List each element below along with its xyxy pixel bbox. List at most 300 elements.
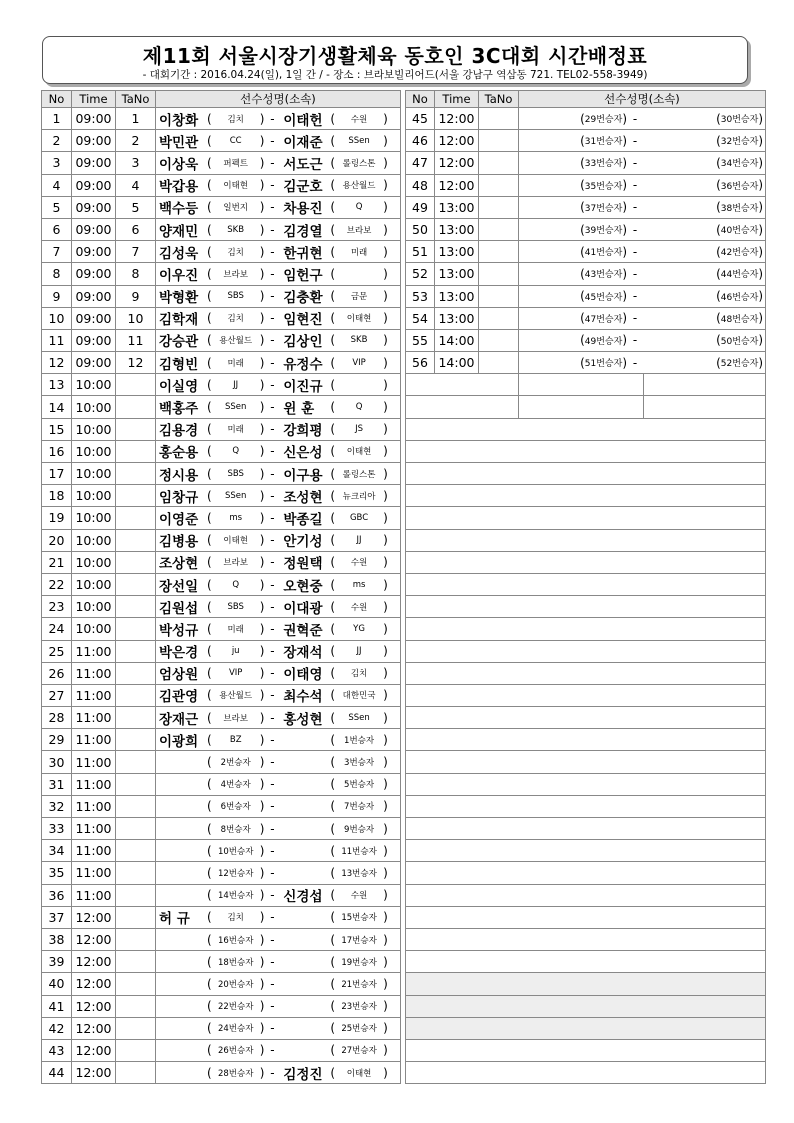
match-time: 14:00 (435, 329, 479, 351)
paren-open: ( (330, 843, 336, 858)
paren-open: ( (330, 644, 336, 659)
table-number (479, 307, 519, 329)
player-pair (519, 197, 765, 218)
paren-open: ( (207, 644, 212, 659)
right-slot (643, 223, 763, 237)
match-players (519, 307, 766, 329)
player2-name: 신경섭 (283, 889, 323, 906)
table-row (406, 352, 766, 374)
paren-close: ) (259, 533, 265, 548)
schedule-table-left (41, 90, 401, 1084)
paren-open: ( (207, 1065, 212, 1080)
empty-row (406, 862, 766, 884)
table-number: 12 (116, 352, 156, 374)
match-players (519, 108, 766, 130)
match-number: 3 (42, 152, 72, 174)
player2-name: 오현중 (283, 578, 323, 595)
paren-close: ) (259, 843, 265, 858)
paren-close: ) (383, 222, 388, 237)
empty-cell (406, 862, 766, 884)
empty-row (406, 1017, 766, 1039)
versus-dash: - (270, 289, 275, 304)
table-row (42, 529, 401, 551)
paren-close: ) (259, 710, 265, 725)
player2-club: Q (355, 202, 363, 213)
paren-close: ) (383, 488, 388, 503)
player1-club: 일번지 (223, 203, 248, 214)
paren-close: ) (383, 999, 388, 1014)
right-winner: 38번승자 (720, 203, 759, 214)
match-players (519, 152, 766, 174)
match-number: 48 (406, 174, 435, 196)
match-time: 10:00 (72, 573, 116, 595)
table-row (406, 130, 766, 152)
paren-open: ( (207, 666, 212, 681)
match-number: 39 (42, 951, 72, 973)
paren-close: ) (758, 200, 763, 215)
match-players (156, 352, 401, 374)
match-time: 09:00 (72, 352, 116, 374)
paren-close: ) (758, 244, 763, 259)
player2-club: 27번승자 (341, 1046, 377, 1057)
match-number: 21 (42, 551, 72, 573)
paren-open: ( (207, 910, 212, 925)
table-number: 5 (116, 196, 156, 218)
versus-dash: - (270, 799, 275, 814)
table-row (42, 840, 401, 862)
versus-dash: - (270, 843, 275, 858)
match-number: 17 (42, 463, 72, 485)
player-pair (156, 796, 400, 817)
player-pair (156, 885, 400, 906)
match-number: 32 (42, 795, 72, 817)
paren-close: ) (383, 577, 388, 592)
table-number (116, 973, 156, 995)
table-number (479, 352, 519, 374)
player2-name: 정원택 (283, 556, 323, 573)
versus-dash: - (270, 666, 275, 681)
empty-row (406, 795, 766, 817)
table-row (42, 618, 401, 640)
table-number (116, 729, 156, 751)
match-number: 15 (42, 418, 72, 440)
right-slot (643, 356, 763, 370)
player2-club: SSen (348, 135, 370, 146)
versus-dash: - (270, 954, 275, 969)
table-row (42, 485, 401, 507)
empty-row (406, 1039, 766, 1061)
paren-open: ( (207, 155, 212, 170)
left-winner: 39번승자 (584, 226, 623, 237)
match-number: 37 (42, 906, 72, 928)
paren-close: ) (383, 400, 388, 415)
table-row (406, 152, 766, 174)
table-number (116, 418, 156, 440)
empty-row (406, 1062, 766, 1084)
left-slot (519, 112, 643, 126)
header-no: No (42, 91, 72, 108)
paren-open: ( (207, 1043, 212, 1058)
match-number: 38 (42, 928, 72, 950)
player2-name: 김상인 (283, 334, 323, 351)
paren-open: ( (330, 799, 336, 814)
empty-cell (519, 374, 766, 396)
header-no: No (406, 91, 435, 108)
match-number: 35 (42, 862, 72, 884)
table-row (42, 973, 401, 995)
player-pair (156, 263, 400, 284)
player1-club: 18번승자 (217, 957, 254, 968)
paren-open: ( (330, 1043, 336, 1058)
player1-club: 14번승자 (217, 891, 254, 902)
left-winner: 37번승자 (584, 203, 623, 214)
table-row (42, 1062, 401, 1084)
match-number: 49 (406, 196, 435, 218)
left-slot (519, 356, 643, 370)
player1-name: 이창화 (159, 112, 199, 129)
paren-close: ) (259, 333, 265, 348)
empty-cell (406, 773, 766, 795)
player2-name: 강희평 (283, 423, 323, 440)
versus-dash: - (632, 133, 638, 148)
paren-close: ) (622, 200, 627, 215)
paren-open: ( (716, 133, 721, 148)
paren-open: ( (207, 865, 212, 880)
right-slot (643, 112, 763, 126)
versus-dash: - (270, 533, 275, 548)
paren-open: ( (330, 865, 336, 880)
table-number (116, 707, 156, 729)
match-players (156, 884, 401, 906)
match-players (519, 218, 766, 240)
paren-close: ) (259, 599, 265, 614)
paren-close: ) (383, 111, 388, 126)
paren-close: ) (758, 311, 763, 326)
table-number (116, 951, 156, 973)
paren-open: ( (207, 755, 212, 770)
right-slot (643, 134, 763, 148)
left-winner: 29번승자 (584, 115, 623, 126)
paren-close: ) (259, 888, 265, 903)
match-time: 10:00 (72, 507, 116, 529)
versus-dash: - (270, 422, 275, 437)
paren-close: ) (383, 644, 388, 659)
player2-name: 이구용 (283, 467, 323, 484)
left-winner: 43번승자 (584, 270, 623, 281)
paren-close: ) (259, 488, 265, 503)
right-winner: 52번승자 (720, 359, 759, 370)
empty-cell (406, 1017, 766, 1039)
match-time: 13:00 (435, 285, 479, 307)
match-players (156, 995, 401, 1017)
player-pair (156, 818, 400, 839)
table-row (42, 374, 401, 396)
paren-close: ) (383, 444, 388, 459)
table-number (116, 795, 156, 817)
player-pair (156, 507, 400, 528)
table-row (42, 329, 401, 351)
player-pair (156, 530, 400, 551)
match-number: 33 (42, 818, 72, 840)
empty-row (406, 596, 766, 618)
match-players (156, 773, 401, 795)
paren-close: ) (758, 133, 763, 148)
table-row (42, 951, 401, 973)
match-number: 40 (42, 973, 72, 995)
player-pair (156, 996, 400, 1017)
paren-close: ) (259, 266, 265, 281)
match-players (156, 507, 401, 529)
empty-row (406, 573, 766, 595)
table-number (116, 751, 156, 773)
left-slot (519, 200, 643, 214)
paren-open: ( (207, 133, 212, 148)
paren-open: ( (207, 244, 212, 259)
paren-close: ) (259, 644, 265, 659)
match-players (519, 352, 766, 374)
player2-club: 3번승자 (344, 758, 375, 769)
paren-open: ( (716, 289, 721, 304)
table-number (116, 463, 156, 485)
match-number: 30 (42, 751, 72, 773)
player1-club: 4번승자 (220, 780, 251, 791)
player-pair (156, 618, 400, 639)
paren-open: ( (330, 488, 336, 503)
match-time: 11:00 (72, 640, 116, 662)
empty-row (406, 707, 766, 729)
player2-name: 유정수 (283, 356, 323, 373)
player2-club: YG (353, 623, 365, 634)
match-time: 12:00 (72, 973, 116, 995)
inner-divider (643, 396, 644, 417)
player-pair (519, 241, 765, 262)
paren-close: ) (259, 732, 265, 747)
table-row (406, 218, 766, 240)
match-time: 09:00 (72, 241, 116, 263)
paren-open: ( (330, 755, 336, 770)
match-players (156, 152, 401, 174)
table-number (116, 840, 156, 862)
match-players (156, 618, 401, 640)
table-row (406, 241, 766, 263)
paren-open: ( (207, 466, 212, 481)
player2-club: 브라보 (346, 225, 372, 236)
empty-row (406, 485, 766, 507)
empty-cell (406, 840, 766, 862)
player2-club: SKB (350, 335, 368, 346)
match-number: 34 (42, 840, 72, 862)
player2-club: 1번승자 (344, 735, 375, 746)
player-pair (156, 840, 400, 861)
player1-name: 이광희 (159, 733, 199, 750)
paren-close: ) (383, 377, 388, 392)
player-pair (156, 907, 400, 928)
versus-dash: - (270, 1043, 275, 1058)
player2-club: 19번승자 (341, 957, 377, 968)
paren-open: ( (716, 222, 721, 237)
empty-row (406, 751, 766, 773)
player1-club: 브라보 (223, 558, 248, 569)
match-players (519, 285, 766, 307)
match-time: 12:00 (72, 1039, 116, 1061)
empty-row (406, 551, 766, 573)
paren-open: ( (207, 510, 212, 525)
paren-open: ( (580, 200, 585, 215)
player-pair (156, 1018, 400, 1039)
player-pair (156, 973, 400, 994)
player1-club: BZ (229, 734, 242, 745)
paren-close: ) (259, 444, 265, 459)
left-slot (519, 156, 643, 170)
match-number: 36 (42, 884, 72, 906)
match-time: 09:00 (72, 130, 116, 152)
paren-open: ( (330, 155, 336, 170)
match-time: 12:00 (435, 152, 479, 174)
player2-name: 이태헌 (283, 112, 323, 129)
player-pair (519, 352, 765, 373)
match-time: 10:00 (72, 618, 116, 640)
player1-club: Q (232, 579, 240, 590)
table-number (116, 684, 156, 706)
empty-cell (406, 729, 766, 751)
player2-club: 21번승자 (341, 979, 377, 990)
paren-open: ( (330, 422, 336, 437)
paren-close: ) (383, 843, 388, 858)
table-row (42, 440, 401, 462)
player1-name: 조상현 (159, 556, 199, 573)
player-pair (156, 1062, 400, 1083)
paren-open: ( (580, 133, 585, 148)
player1-name: 박갑용 (159, 179, 199, 196)
match-number: 55 (406, 329, 435, 351)
player2-name: 이태영 (283, 667, 323, 684)
versus-dash: - (270, 333, 275, 348)
player-pair (156, 663, 400, 684)
table-number: 7 (116, 241, 156, 263)
paren-close: ) (383, 1043, 388, 1058)
table-number (116, 928, 156, 950)
match-number: 14 (42, 396, 72, 418)
table-number (479, 130, 519, 152)
player1-name: 강승관 (159, 334, 199, 351)
versus-dash: - (270, 976, 275, 991)
player1-club: 26번승자 (217, 1046, 254, 1057)
paren-close: ) (259, 466, 265, 481)
left-slot (519, 267, 643, 281)
paren-close: ) (259, 200, 265, 215)
match-time: 11:00 (72, 751, 116, 773)
left-winner: 51번승자 (584, 359, 623, 370)
inner-divider (643, 374, 644, 395)
versus-dash: - (270, 200, 275, 215)
empty-row (406, 906, 766, 928)
match-players (156, 463, 401, 485)
player2-club: 23번승자 (341, 1002, 377, 1013)
player1-club: SSen (224, 402, 247, 413)
player1-club: 2번승자 (220, 758, 251, 769)
match-players (156, 573, 401, 595)
table-row (406, 196, 766, 218)
player2-club: 수원 (350, 558, 368, 569)
table-header-row (42, 91, 401, 108)
match-time: 09:00 (72, 108, 116, 130)
table-number (116, 1062, 156, 1084)
match-players (156, 130, 401, 152)
right-winner: 50번승자 (720, 336, 759, 347)
empty-cell (406, 374, 519, 396)
table-row (42, 396, 401, 418)
empty-row (406, 640, 766, 662)
player2-name: 최수석 (283, 689, 323, 706)
paren-open: ( (330, 599, 336, 614)
table-number (479, 241, 519, 263)
player2-club: 이태현 (346, 447, 372, 458)
table-row (42, 684, 401, 706)
player2-club: JS (355, 424, 364, 435)
paren-close: ) (259, 377, 265, 392)
match-time: 10:00 (72, 596, 116, 618)
empty-cell (406, 662, 766, 684)
versus-dash: - (270, 599, 275, 614)
match-players (156, 906, 401, 928)
match-time: 10:00 (72, 551, 116, 573)
player2-club: 뉴크리아 (342, 491, 376, 502)
match-time: 12:00 (72, 995, 116, 1017)
paren-open: ( (330, 444, 336, 459)
match-number: 50 (406, 218, 435, 240)
right-winner: 40번승자 (720, 226, 759, 237)
player2-club: 대한민국 (342, 691, 376, 702)
paren-open: ( (207, 843, 212, 858)
player1-name: 김병용 (159, 534, 199, 551)
paren-open: ( (716, 266, 721, 281)
table-number (479, 263, 519, 285)
table-number: 8 (116, 263, 156, 285)
match-time: 10:00 (72, 440, 116, 462)
left-winner: 41번승자 (584, 248, 623, 259)
match-players (156, 418, 401, 440)
paren-open: ( (207, 200, 212, 215)
match-time: 11:00 (72, 662, 116, 684)
player2-club: 수원 (350, 891, 368, 902)
paren-close: ) (622, 266, 627, 281)
match-number: 5 (42, 196, 72, 218)
empty-cell (406, 951, 766, 973)
match-players (156, 640, 401, 662)
paren-open: ( (330, 999, 336, 1014)
paren-open: ( (330, 377, 336, 392)
table-row (42, 285, 401, 307)
paren-close: ) (383, 289, 388, 304)
empty-row (406, 618, 766, 640)
paren-close: ) (259, 777, 265, 792)
paren-close: ) (622, 133, 627, 148)
paren-close: ) (259, 621, 265, 636)
match-time: 11:00 (72, 795, 116, 817)
player2-club: 25번승자 (341, 1024, 377, 1035)
match-time: 12:00 (72, 1062, 116, 1084)
match-number: 56 (406, 352, 435, 374)
player1-club: 22번승자 (217, 1002, 254, 1013)
paren-open: ( (207, 621, 212, 636)
player1-club: CC (229, 135, 242, 146)
match-number: 22 (42, 573, 72, 595)
match-time: 13:00 (435, 263, 479, 285)
empty-cell (406, 884, 766, 906)
versus-dash: - (270, 555, 275, 570)
paren-open: ( (207, 732, 212, 747)
player1-club: 24번승자 (217, 1024, 254, 1035)
